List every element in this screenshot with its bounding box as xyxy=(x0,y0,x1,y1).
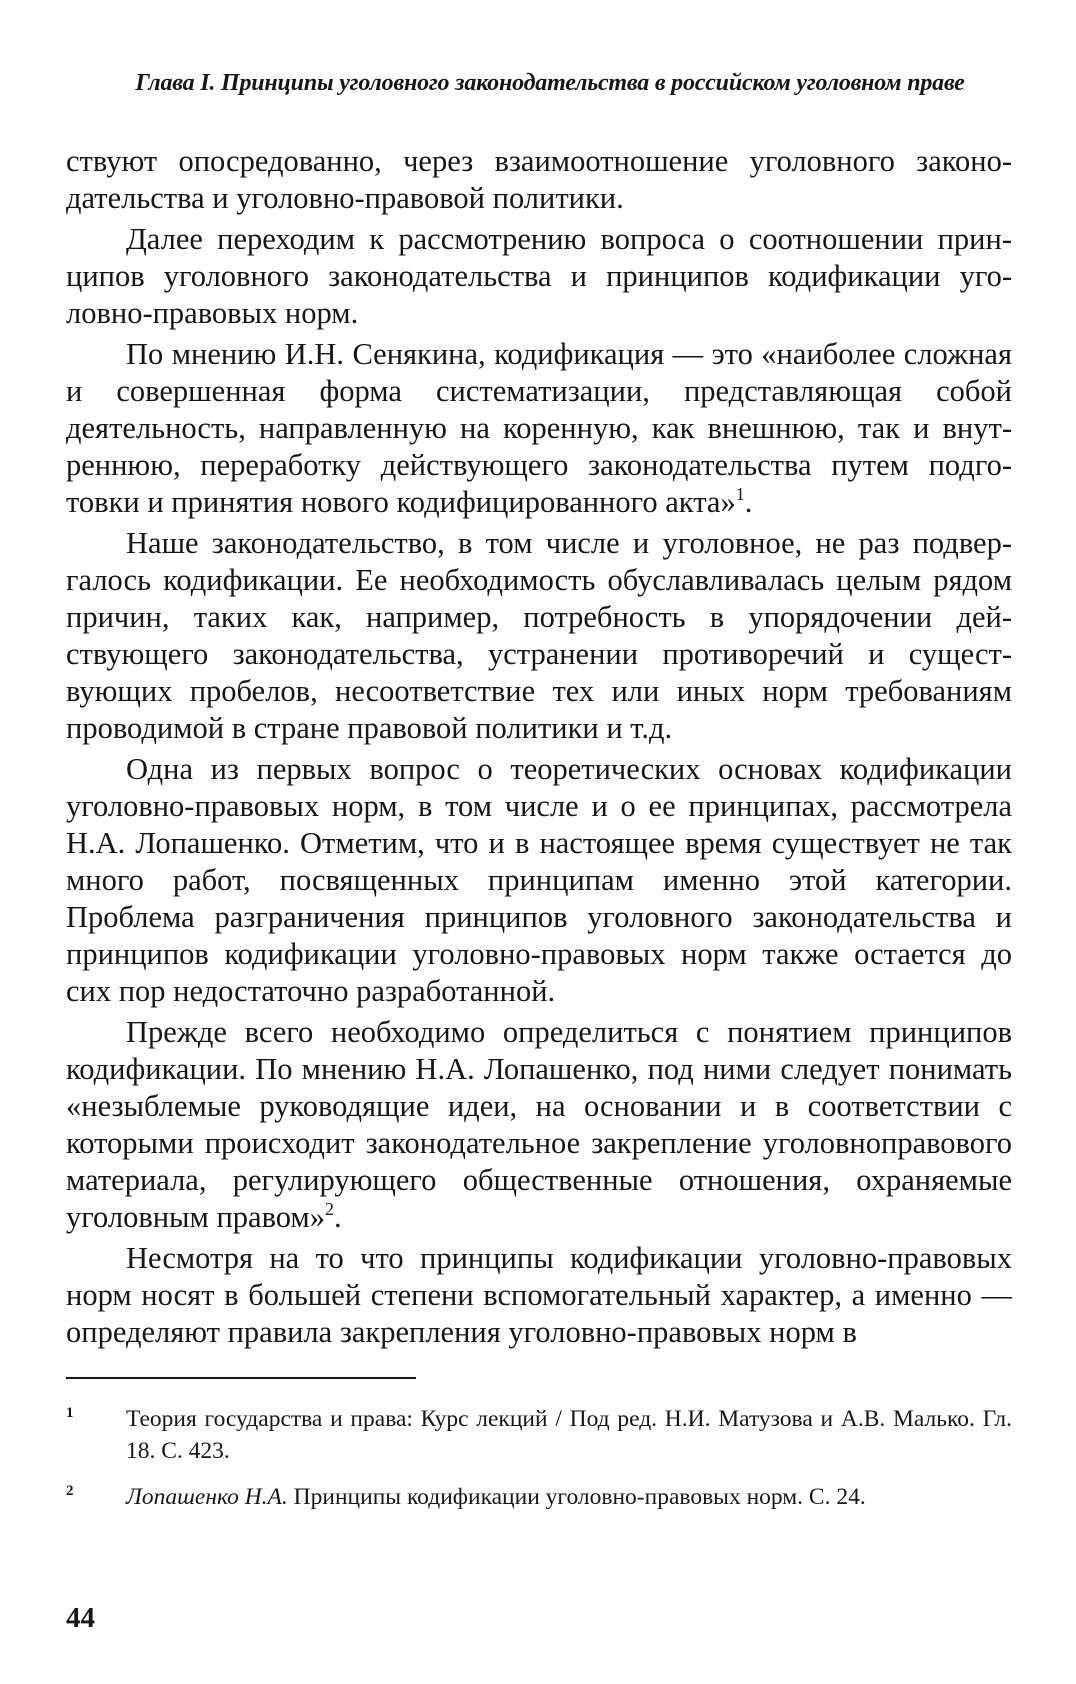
paragraph-2: Далее переходим к рассмотрению вопроса о соотношении принципов уголовного законодательства и принципов кодификации уголовно-правовых норм. xyxy=(66,222,1012,330)
paragraph-3-end: . xyxy=(744,485,753,519)
footnote-1 xyxy=(66,1403,1012,1467)
footnote-text: Теория государства и права: Курс лекций / Под ред. Н.И. Матузова и А.В. Малько. Гл. 18. С. 423. xyxy=(126,1406,1012,1464)
footnote-author: Лопашенко Н.А. xyxy=(126,1484,288,1510)
footnotes xyxy=(66,1403,1012,1527)
paragraph-5: Одна из первых вопрос о теоретических основах кодификации уголовно-правовых норм, в том числе и о ее принципах, рассмотрела Н.А. Лопашенко. Отметим, что и в настоящее время существует не так много работ, посвященных принципам именно этой категории. Проблема разграничения принципов уголовного законодательства и принципов кодификации уголовно-правовых норм также остается до сих пор недостаточно разработанной. xyxy=(66,752,1012,1008)
paragraph-3 xyxy=(66,336,1012,521)
paragraph-1: ствуют опосредованно, через взаимоотношение уголовного законодательства и уголовно-правовой политики. xyxy=(66,144,1012,215)
footnote-text xyxy=(126,1481,1012,1513)
footnote-mark: 2 xyxy=(66,1483,74,1499)
paragraph-6-end: . xyxy=(333,1200,342,1234)
footnote-divider xyxy=(66,1377,416,1379)
footnote-ref-1[interactable]: 1 xyxy=(735,484,745,504)
page-number: 44 xyxy=(66,1602,95,1634)
body-text xyxy=(66,143,1012,1355)
paragraph-7: Несмотря на то что принципы кодификации уголовно-правовых норм носят в большей степени вспомогательный характер, а именно — определяют правила закрепления уголовно-правовых норм в xyxy=(66,1241,1012,1349)
paragraph-3-text: По мнению И.Н. Сенякина, кодификация — это «наиболее сложная и совершенная форма систематизации, представляющая собой деятельность, направленную на коренную, как внешнюю, так и внутреннюю, переработку действующего законодательства путем подготовки и принятия нового кодифицированного акта» xyxy=(66,337,1012,519)
footnote-ref-2[interactable]: 2 xyxy=(324,1199,334,1219)
footnote-mark: 1 xyxy=(66,1405,74,1421)
running-head: Глава I. Принципы уголовного законодательства в российском уголовном праве xyxy=(135,70,965,96)
paragraph-6-text: Прежде всего необходимо определиться с понятием принципов кодификации. По мнению Н.А. Лопашенко, под ними следует понимать «незыблемые руководящие идеи, на основании и в соответствии с которыми происходит законодательное закрепление уголовноправового материала, регулирующего общественные отношения, охраняемые уголовным правом» xyxy=(66,1015,1012,1234)
footnote-title: Принципы кодификации уголовно-правовых норм. С. 24. xyxy=(287,1484,866,1510)
footnote-2 xyxy=(66,1481,1012,1513)
paragraph-4: Наше законодательство, в том числе и уголовное, не раз подвергалось кодификации. Ее необходимость обуславливалась целым рядом причин, таких как, например, потребность в упорядочении действующего законодательства, устранении противоречий и существующих пробелов, несоответствие тех или иных норм требованиям проводимой в стране правовой политики и т.д. xyxy=(66,526,1012,745)
paragraph-6 xyxy=(66,1014,1012,1236)
